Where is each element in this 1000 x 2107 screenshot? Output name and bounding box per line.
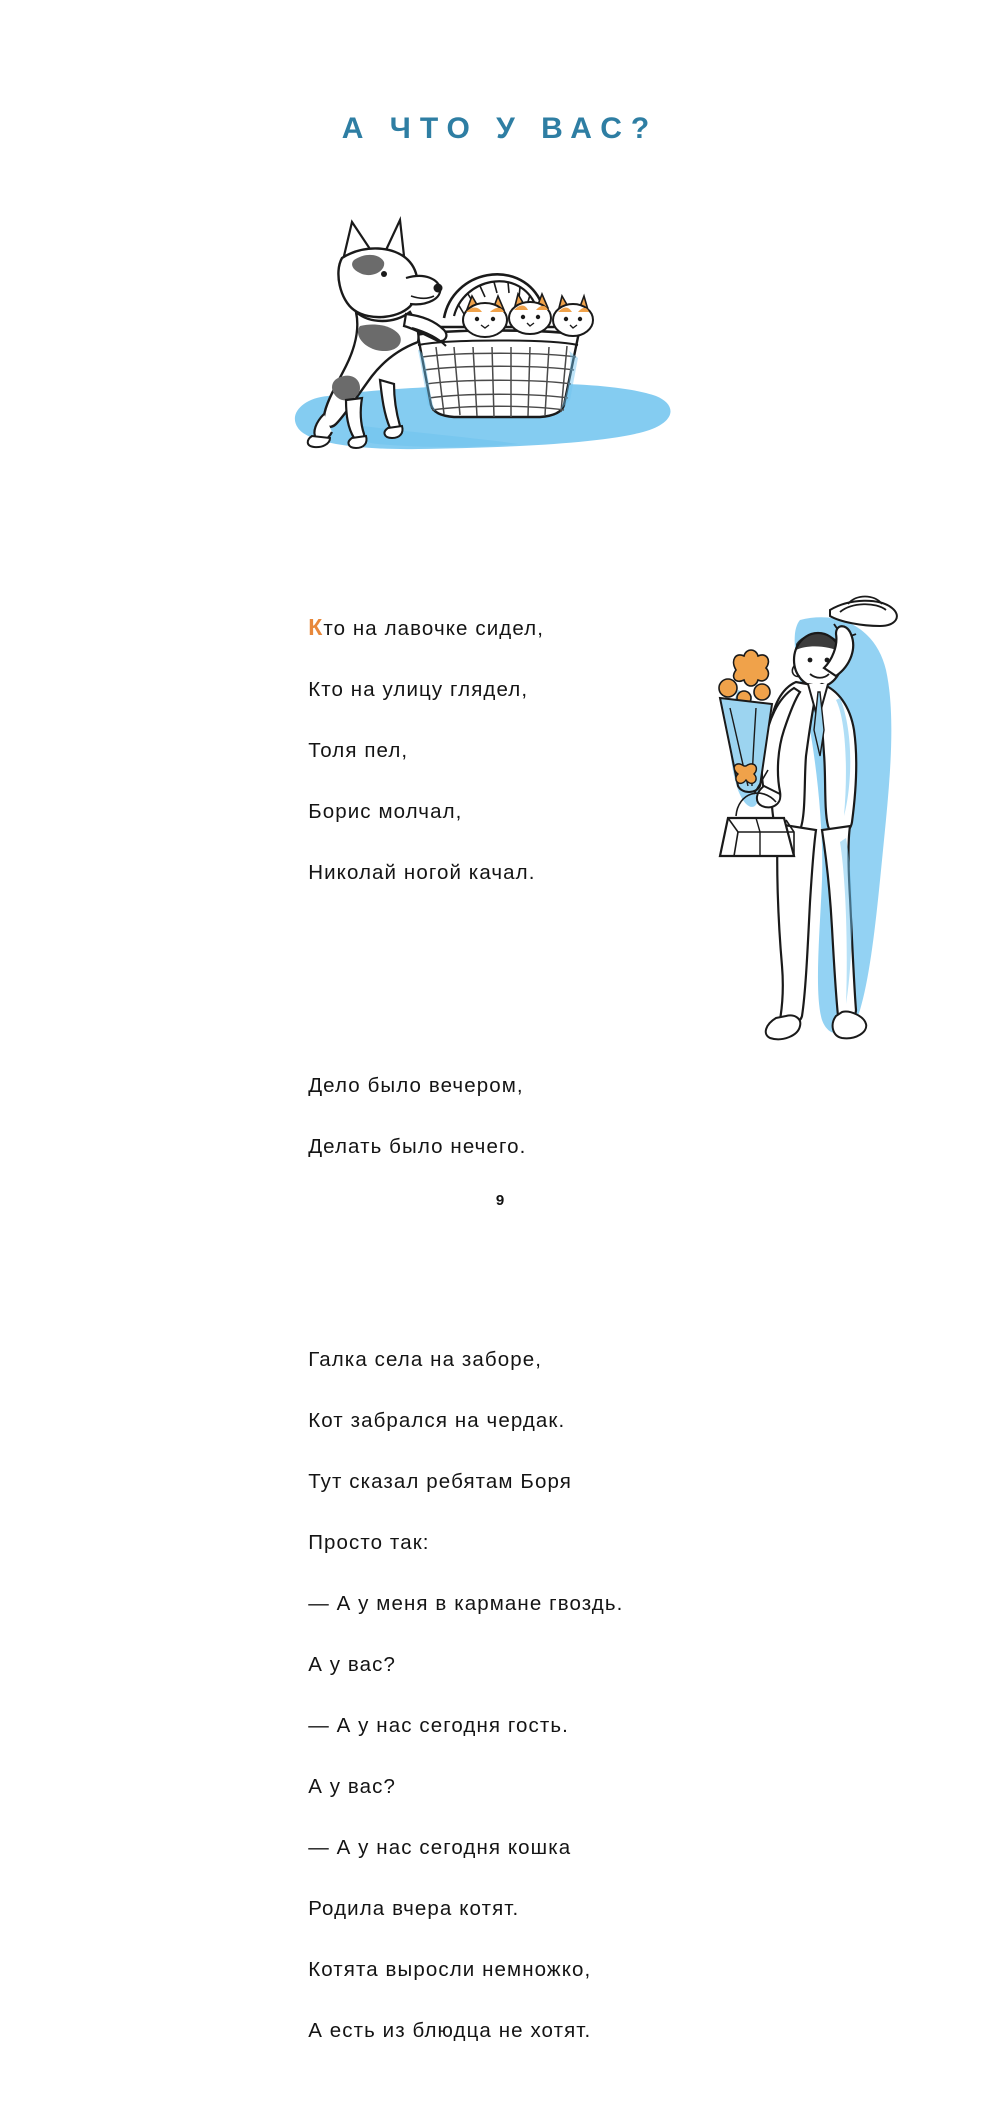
dog-and-kittens-in-basket-illustration <box>268 200 688 480</box>
poem-stanza-3-line-2: Кот забрался на чердак. <box>308 1408 566 1432</box>
poem-dropcap: К <box>308 613 324 640</box>
poem-stanza-3-line-9: — А у нас сегодня кошка <box>308 1835 572 1859</box>
poem-stanza-3-line-4: Просто так: <box>308 1530 430 1554</box>
poem-stanza-3-line-6: А у вас? <box>308 1652 397 1676</box>
man-with-flowers-and-cake-box-illustration <box>690 580 940 1070</box>
poem-stanza-1-line-2: Кто на улицу глядел, <box>308 677 529 701</box>
poem-stanza-3-line-7: — А у нас сегодня гость. <box>308 1713 569 1737</box>
page-number: 9 <box>495 1192 505 1209</box>
poem-stanza-1 <box>281 581 721 919</box>
poem-stanza-1-line-3: Толя пел, <box>308 738 409 762</box>
poem-stanza-2 <box>281 1040 721 1193</box>
poem-stanza-3-line-12: А есть из блюдца не хотят. <box>308 2018 592 2042</box>
poem-stanza-3-line-10: Родила вчера котят. <box>308 1896 520 1920</box>
poem-stanza-1-line-1: то на лавочке сидел, <box>323 616 544 640</box>
page-title: А ЧТО У ВАС? <box>341 112 659 145</box>
poem-stanza-3-line-8: А у вас? <box>308 1774 397 1798</box>
poem-stanza-3-line-5: — А у меня в кармане гвоздь. <box>308 1591 624 1615</box>
poem-stanza-2-line-1: Дело было вечером, <box>308 1073 524 1097</box>
poem-stanza-3-line-3: Тут сказал ребятам Боря <box>308 1469 572 1493</box>
poem-stanza-3-line-11: Котята выросли немножко, <box>308 1957 592 1981</box>
poem-stanza-3-line-1: Галка села на заборе, <box>308 1347 543 1371</box>
poem-stanza-1-line-4: Борис молчал, <box>308 799 463 823</box>
poem-stanza-1-line-5: Николай ногой качал. <box>308 860 536 884</box>
poem-stanza-2-line-2: Делать было нечего. <box>308 1134 527 1158</box>
poem-body <box>281 520 721 2107</box>
poem-stanza-3 <box>281 1314 721 2077</box>
